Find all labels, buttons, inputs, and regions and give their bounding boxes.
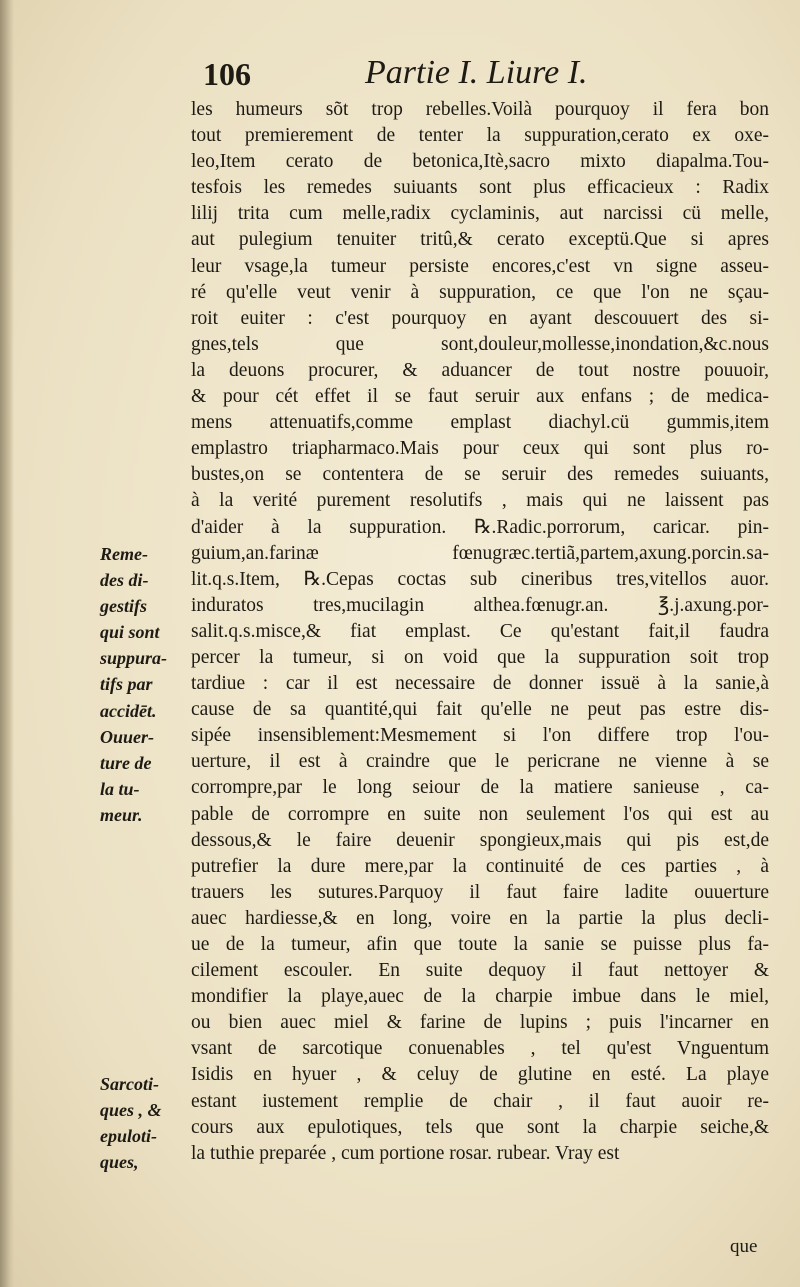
marginal-note-line: ture de [100,752,152,773]
text-line: aut pulegium tenuiter tritû,& cerato exceptü.Que si apres [191,229,769,251]
text-line: emplastro triapharmaco.Mais pour ceux qui sont plus ro- [191,438,769,460]
marginal-note-sarcotiques [100,1071,185,1175]
text-line: uerture, il est à craindre que le pericrane ne vienne à se [191,751,769,773]
text-line: mondifier la playe,auec de la charpie imbue dans le miel, [191,986,769,1008]
text-line: bustes,on se contentera de se seruir des remedes suiuants, [191,464,769,486]
text-line: corrompre,par le long seiour de la matiere sanieuse , ca- [191,777,769,799]
text-line: cause de sa quantité,qui fait qu'elle ne peut pas estre dis- [191,699,769,721]
marginal-note-line: la tu- [100,778,140,799]
text-line: d'aider à la suppuration. ℞.Radic.porrorum, caricar. pin- [191,516,769,538]
text-line: sipée insensiblement:Mesmement si l'on differe trop l'ou- [191,725,769,747]
text-line: auec hardiesse,& en long, voire en la partie la plus decli- [191,907,769,929]
page-number: 106 [203,56,251,92]
marginal-note-line: qui sont [100,622,160,643]
text-line: leo,Item cerato de betonica,Itè,sacro mixto diapalma.Tou- [191,151,769,173]
text-line: tesfois les remedes suiuants sont plus efficacieux : Radix [191,177,769,199]
marginal-note-line: gestifs [100,596,147,617]
text-line: salit.q.s.misce,& fiat emplast. Ce qu'estant fait,il faudra [191,620,769,642]
text-line: putrefier la dure mere,par la continuité de ces parties , à [191,855,769,877]
text-line: la deuons procurer, & aduancer de tout nostre pouuoir, [191,359,769,381]
text-line: tout premierement de tenter la suppuration,cerato ex oxe- [191,125,769,147]
body-text [191,97,769,1167]
text-line: ue de la tumeur, afin que toute la sanie se puisse plus fa- [191,934,769,955]
text-line: ré qu'elle veut venir à suppuration, ce que l'on ne sçau- [191,281,769,303]
text-line: ou bien auec miel & farine de lupins ; puis l'incarner en [191,1012,769,1034]
text-line: dessous,& le faire deuenir spongieux,mais qui pis est,de [191,829,769,851]
text-line: à la verité purement resolutifs , mais qui ne laissent pas [191,490,769,512]
marginal-note-line: des di- [100,570,149,591]
catchword: que [730,1236,758,1257]
marginal-note-line: suppura- [100,648,168,669]
marginal-note-line: Reme- [100,544,148,564]
marginal-note-line: epuloti- [100,1126,157,1147]
marginal-note-line: ques , & [100,1100,162,1121]
text-line: trauers les sutures.Parquoy il faut faire ladite ouuerture [191,881,769,903]
text-line: cours aux epulotiques, tels que sont la charpie seiche,& [191,1116,769,1138]
text-line: leur vsage,la tumeur persiste encores,c'est vn signe asseu- [191,255,769,277]
marginal-note-line: accidēt. [100,700,157,721]
text-line: percer la tumeur, si on void que la suppuration soit trop [191,646,769,668]
text-line: Isidis en hyuer , & celuy de glutine en esté. La playe [191,1064,769,1086]
text-line: & pour cét effet il se faut seruir aux enfans ; de medica- [191,386,769,408]
marginal-note-remedes [100,541,185,828]
page-header [195,52,775,98]
marginal-note-line: ques, [100,1152,139,1173]
text-line: roit euiter : c'est pourquoy en ayant descouuert des si- [191,307,769,329]
text-line: mens attenuatifs,comme emplast diachyl.cü gummis,item [191,412,769,434]
text-line: gnes,tels que sont,douleur,mollesse,inondation,&c.nous [191,333,769,355]
text-line: la tuthie preparée , cum portione rosar. rubear. Vray est [191,1142,620,1164]
marginal-note-line: Ouuer- [100,726,155,747]
marginal-note-line: meur. [100,804,143,825]
text-line: guium,an.farinæ fœnugræc.tertiã,partem,axung.porcin.sa- [191,542,769,564]
running-title: Partie I. Liure I. [365,54,588,91]
text-line: lilij trita cum melle,radix cyclaminis, aut narcissi cü melle, [191,203,769,225]
text-line: lit.q.s.Item, ℞.Cepas coctas sub cineribus tres,vitellos auor. [191,568,769,590]
text-line: les humeurs sõt trop rebelles.Voilà pourquoy il fera bon [191,99,769,120]
marginal-note-line: Sarcoti- [100,1074,160,1094]
text-line: cilement escouler. En suite dequoy il faut nettoyer & [191,960,769,982]
text-line: pable de corrompre en suite non seulement l'os qui est au [191,803,769,825]
text-line: estant iustement remplie de chair , il faut auoir re- [191,1090,769,1112]
text-line: vsant de sarcotique conuenables , tel qu'est Vnguentum [191,1038,769,1060]
marginal-note-line: tifs par [100,674,153,695]
page-gutter-shadow [0,0,14,1287]
text-line: tardiue : car il est necessaire de donner issuë à la sanie,à [191,673,769,695]
text-line: induratos tres,mucilagin althea.fœnugr.an. ℥.j.axung.por- [191,594,769,616]
